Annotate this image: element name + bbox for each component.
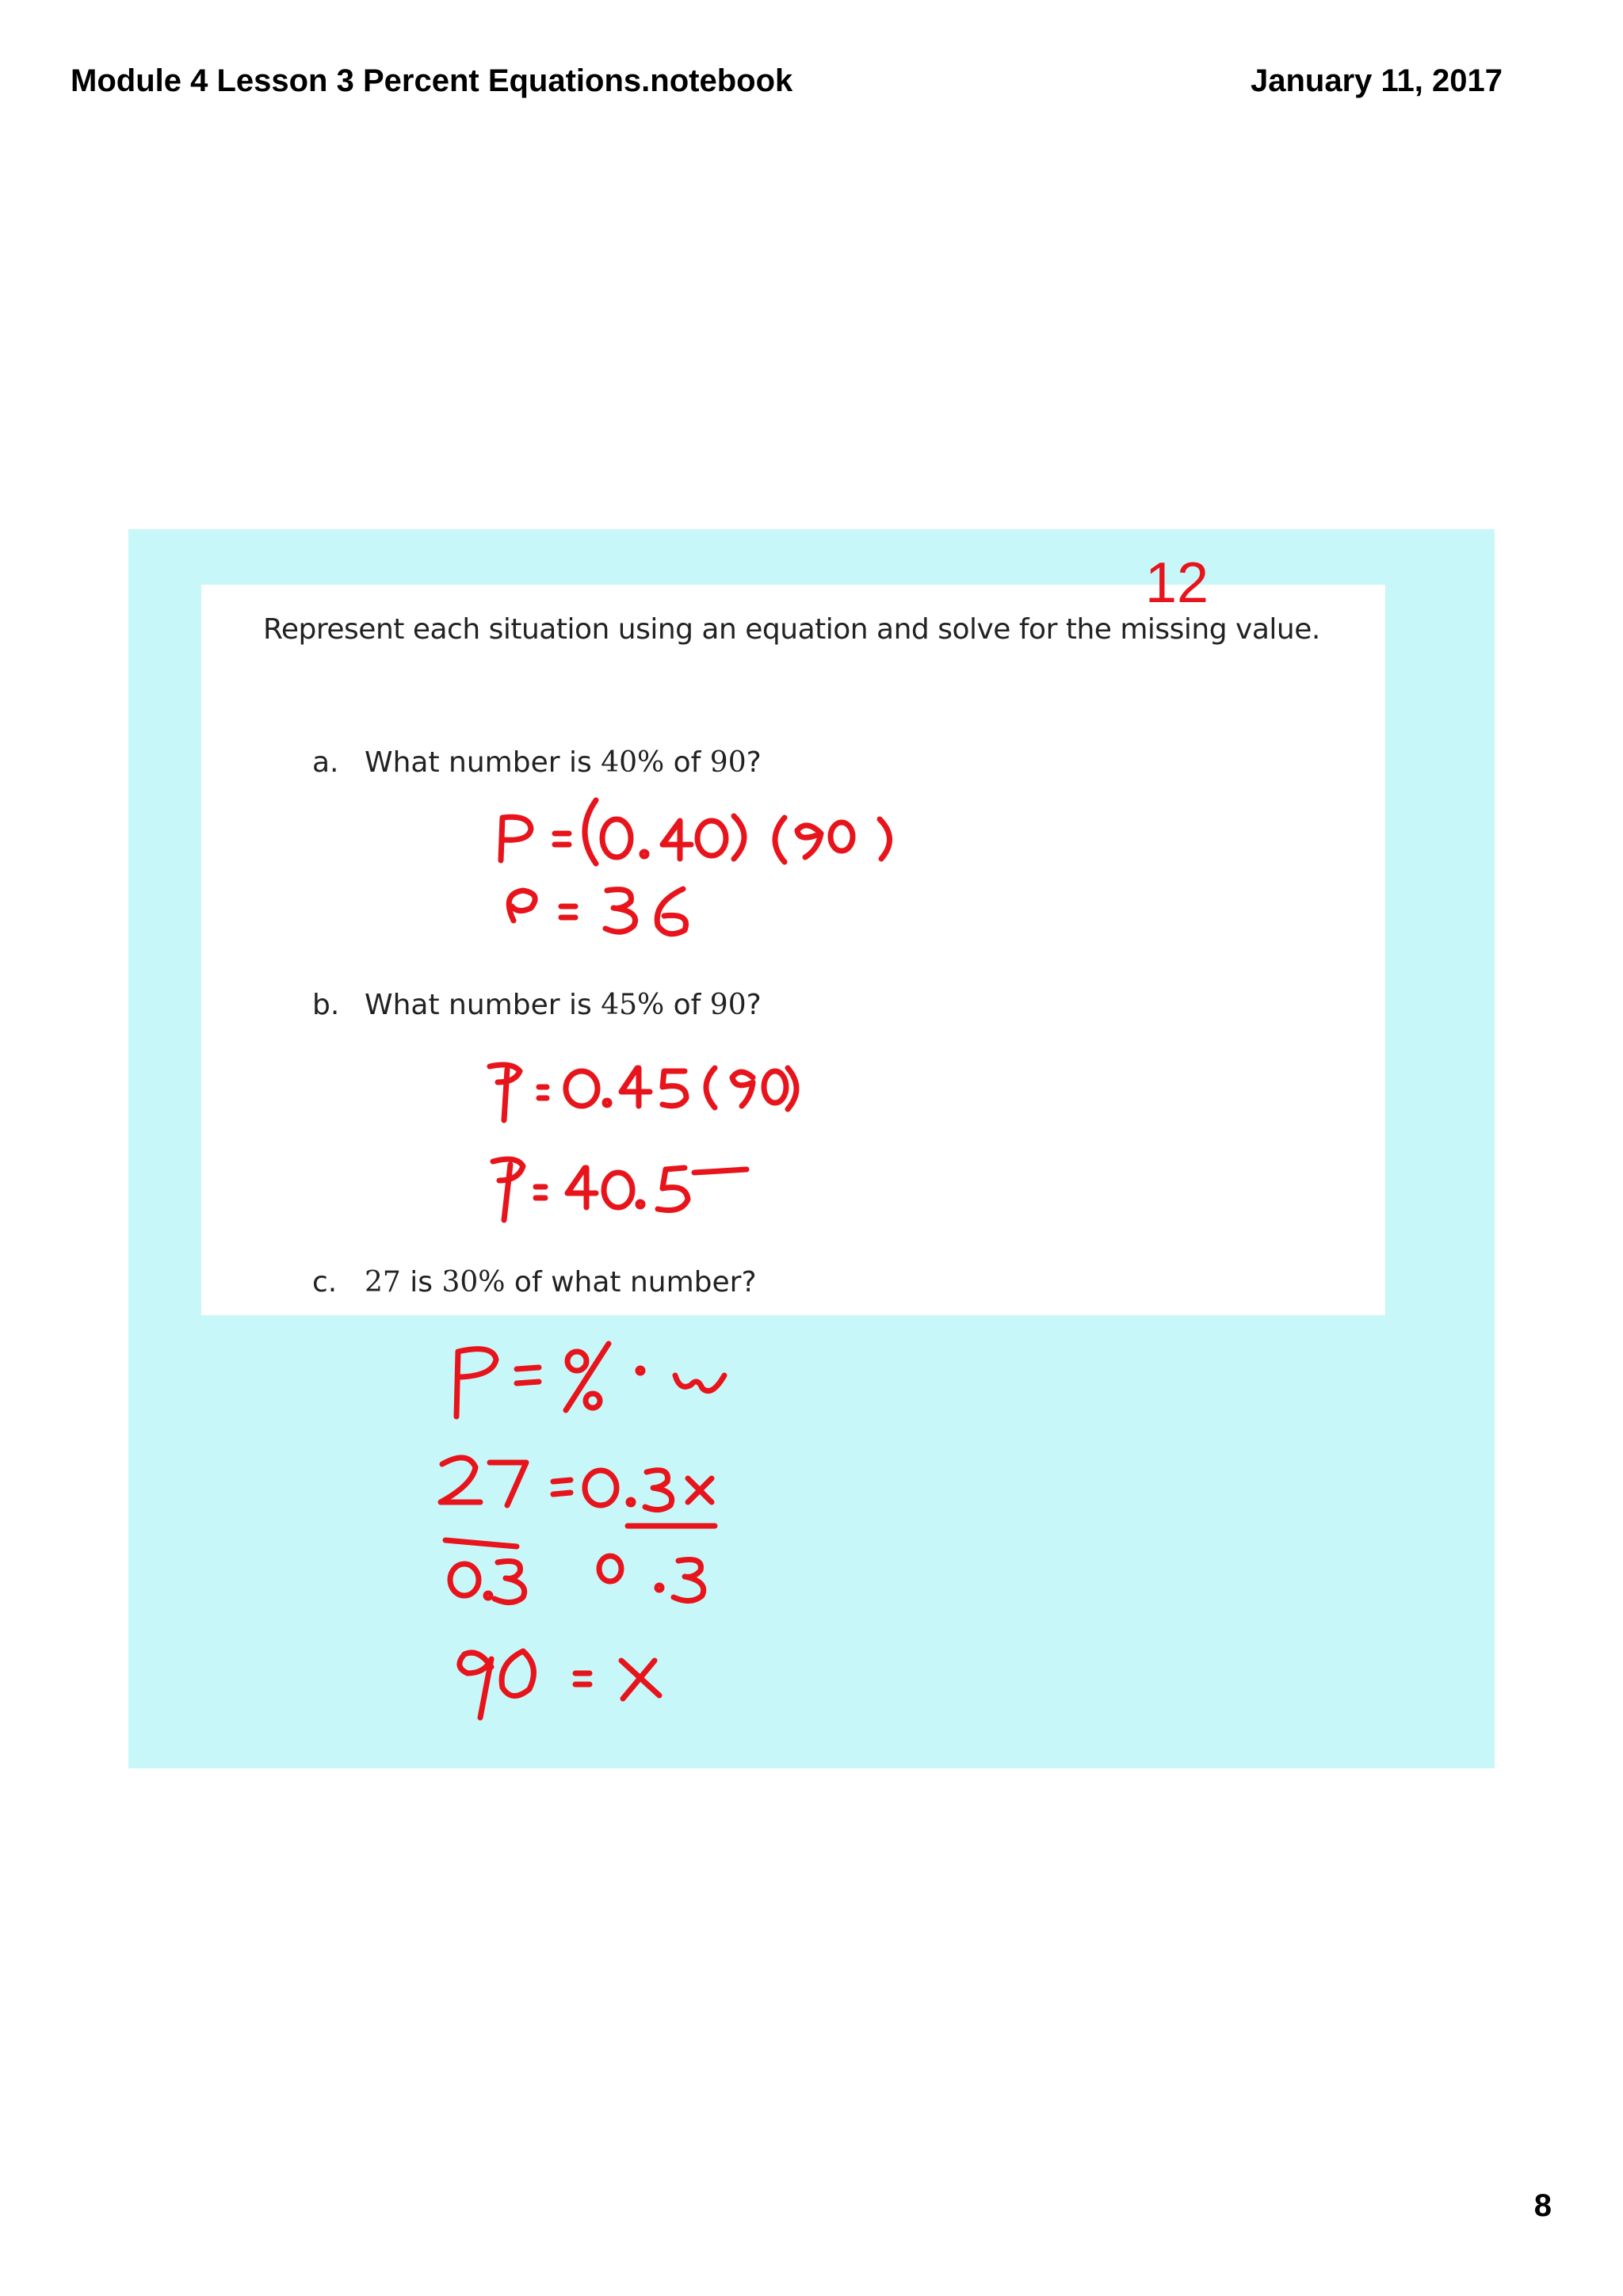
- problem-a-letter: a.: [312, 746, 339, 779]
- instruction-text: Represent each situation using an equation and solve for the missing value.: [263, 613, 1320, 646]
- problem-c-letter: c.: [312, 1266, 338, 1299]
- problem-b-letter: b.: [312, 989, 340, 1021]
- score-label: 12: [1145, 551, 1209, 615]
- problem-c-number: 27: [365, 1266, 401, 1299]
- document-date: January 11, 2017: [1250, 63, 1503, 98]
- problem-a-number: 90: [709, 746, 747, 779]
- problem-b-percent: 45%: [601, 989, 665, 1021]
- page-number: 8: [1533, 2188, 1552, 2223]
- worksheet-image: [201, 585, 1385, 1315]
- problem-c-text-pre: is: [400, 1266, 442, 1299]
- problem-c-percent: 30%: [441, 1266, 506, 1299]
- problem-b-text-pre: What number is: [365, 989, 601, 1021]
- problem-c: [312, 1266, 757, 1299]
- problem-b-text-mid: of: [664, 989, 710, 1021]
- notebook-slide: [128, 529, 1495, 1768]
- problem-a-text-post: ?: [746, 746, 762, 779]
- problem-a-text-mid: of: [664, 746, 710, 779]
- problem-b-number: 90: [709, 989, 747, 1021]
- problem-b-text-post: ?: [746, 989, 762, 1021]
- problem-a: [312, 746, 762, 779]
- document-title: Module 4 Lesson 3 Percent Equations.notebook: [71, 63, 793, 98]
- problem-a-text-pre: What number is: [365, 746, 601, 779]
- problem-a-percent: 40%: [601, 746, 665, 779]
- problem-b: [312, 989, 762, 1021]
- problem-c-text-mid: of what number?: [505, 1266, 757, 1299]
